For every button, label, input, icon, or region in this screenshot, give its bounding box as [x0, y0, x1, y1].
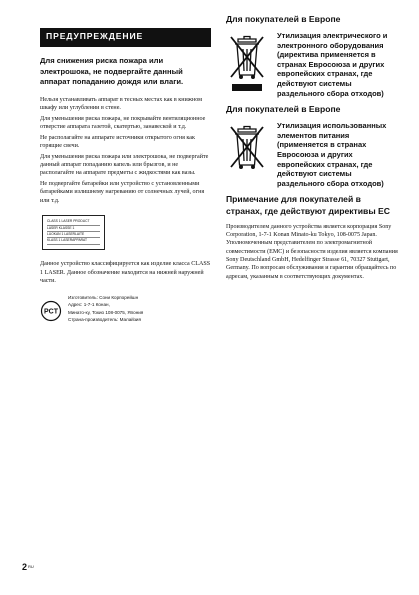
eu-heading-weee: Для покупателей в Европе — [226, 14, 341, 24]
laser-label-line: CLASS 1 LASER PRODUCT — [47, 219, 100, 225]
crossed-bin-battery-icon — [226, 121, 268, 181]
page-number-value: 2 — [22, 562, 28, 572]
warning-paragraph: Не подвергайте батарейки или устройство с установленными батарейками излишнему нагреванию от солнечных лучей, огня или т.д. — [40, 180, 205, 204]
crossed-bin-icon — [226, 31, 268, 95]
manufacturer-line: Минато-ку, Токио 108-0075, Япония — [68, 309, 144, 315]
warning-paragraph: Для уменьшения риска пожара, не покрывайте вентиляционное отверстие аппарата газетой, скатертью, занавеской и т.д. — [40, 115, 206, 131]
manufacturer-line: Адрес: 1-7-1 Конан, — [68, 302, 110, 308]
warning-title: ПРЕДУПРЕЖДЕНИЕ — [40, 28, 211, 47]
battery-block — [226, 121, 398, 188]
warning-paragraph: Не располагайте на аппарате источники открытого огня как горящие свечи. — [40, 134, 195, 150]
note-paragraph: Производителем данного устройства является корпорация Sony Corporation, 1-7-1 Konan Minato-ku Tokyo, 108-0075 Japan. Уполномоченным представителем по электромагнитной совместимости (EMC) и безопасности изделия является компания Sony Deutschland GmbH, Hedelfinger Strasse 61, 70327 Stuttgart, Germany. По вопросам обслуживания и гарантии обращайтесь по адресам, указанным в соответствующих документах. — [226, 223, 398, 280]
manufacturer-line: Страна-производитель: Малайзия — [68, 317, 141, 323]
manufacturer-block — [40, 294, 211, 324]
manufacturer-line: Изготовитель: Сони Корпорейшн — [68, 294, 139, 300]
pct-cert-icon — [40, 300, 62, 322]
warning-paragraph: Нельзя устанавливать аппарат в тесных местах как в книжном шкафу или углублении в стене. — [40, 96, 203, 112]
laser-label-line: LUOKAN 1 LASERLAITE — [47, 232, 100, 238]
laser-label — [42, 215, 105, 250]
left-column — [40, 28, 211, 324]
note-heading: Примечание для покупателей в странах, где действуют директивы ЕС — [226, 194, 390, 216]
warning-paragraph: Для уменьшения риска пожара или электрошока, не подвергайте данный аппарат попаданию капель или брызгов, и не располагайте на аппарате предметы с жидкостями как вазы. — [40, 153, 209, 177]
weee-block — [226, 31, 398, 98]
pct-logo-text: PCT — [44, 308, 58, 316]
laser-label-line: KLASS 1 LASERAPPARAT — [47, 238, 100, 244]
laser-paragraph: Данное устройство классифицируется как изделие класса CLASS 1 LASER. Данное обозначение находится на нижней наружней части. — [40, 261, 211, 285]
battery-text: Утилизация использованных элементов питания (применяется в странах Евросоюза и других европейских странах, где действуют системы раздельного сбора отходов) — [277, 121, 387, 188]
warning-lead: Для снижения риска пожара или электрошока, не подвергайте данный аппарат попаданию дождя или влаги. — [40, 56, 184, 87]
right-column — [226, 14, 398, 281]
page-language: RU — [28, 564, 34, 569]
eu-heading-battery: Для покупателей в Европе — [226, 104, 341, 115]
manufacturer-info — [68, 294, 143, 324]
page-number — [22, 562, 34, 572]
weee-text: Утилизация электрического и электронного оборудования (директива применяется в странах Евросоюза и других европейских странах, где действуют системы раздельного сбора отходов) — [277, 31, 388, 98]
laser-label-line: LASER KLASSE 1 — [47, 226, 100, 232]
